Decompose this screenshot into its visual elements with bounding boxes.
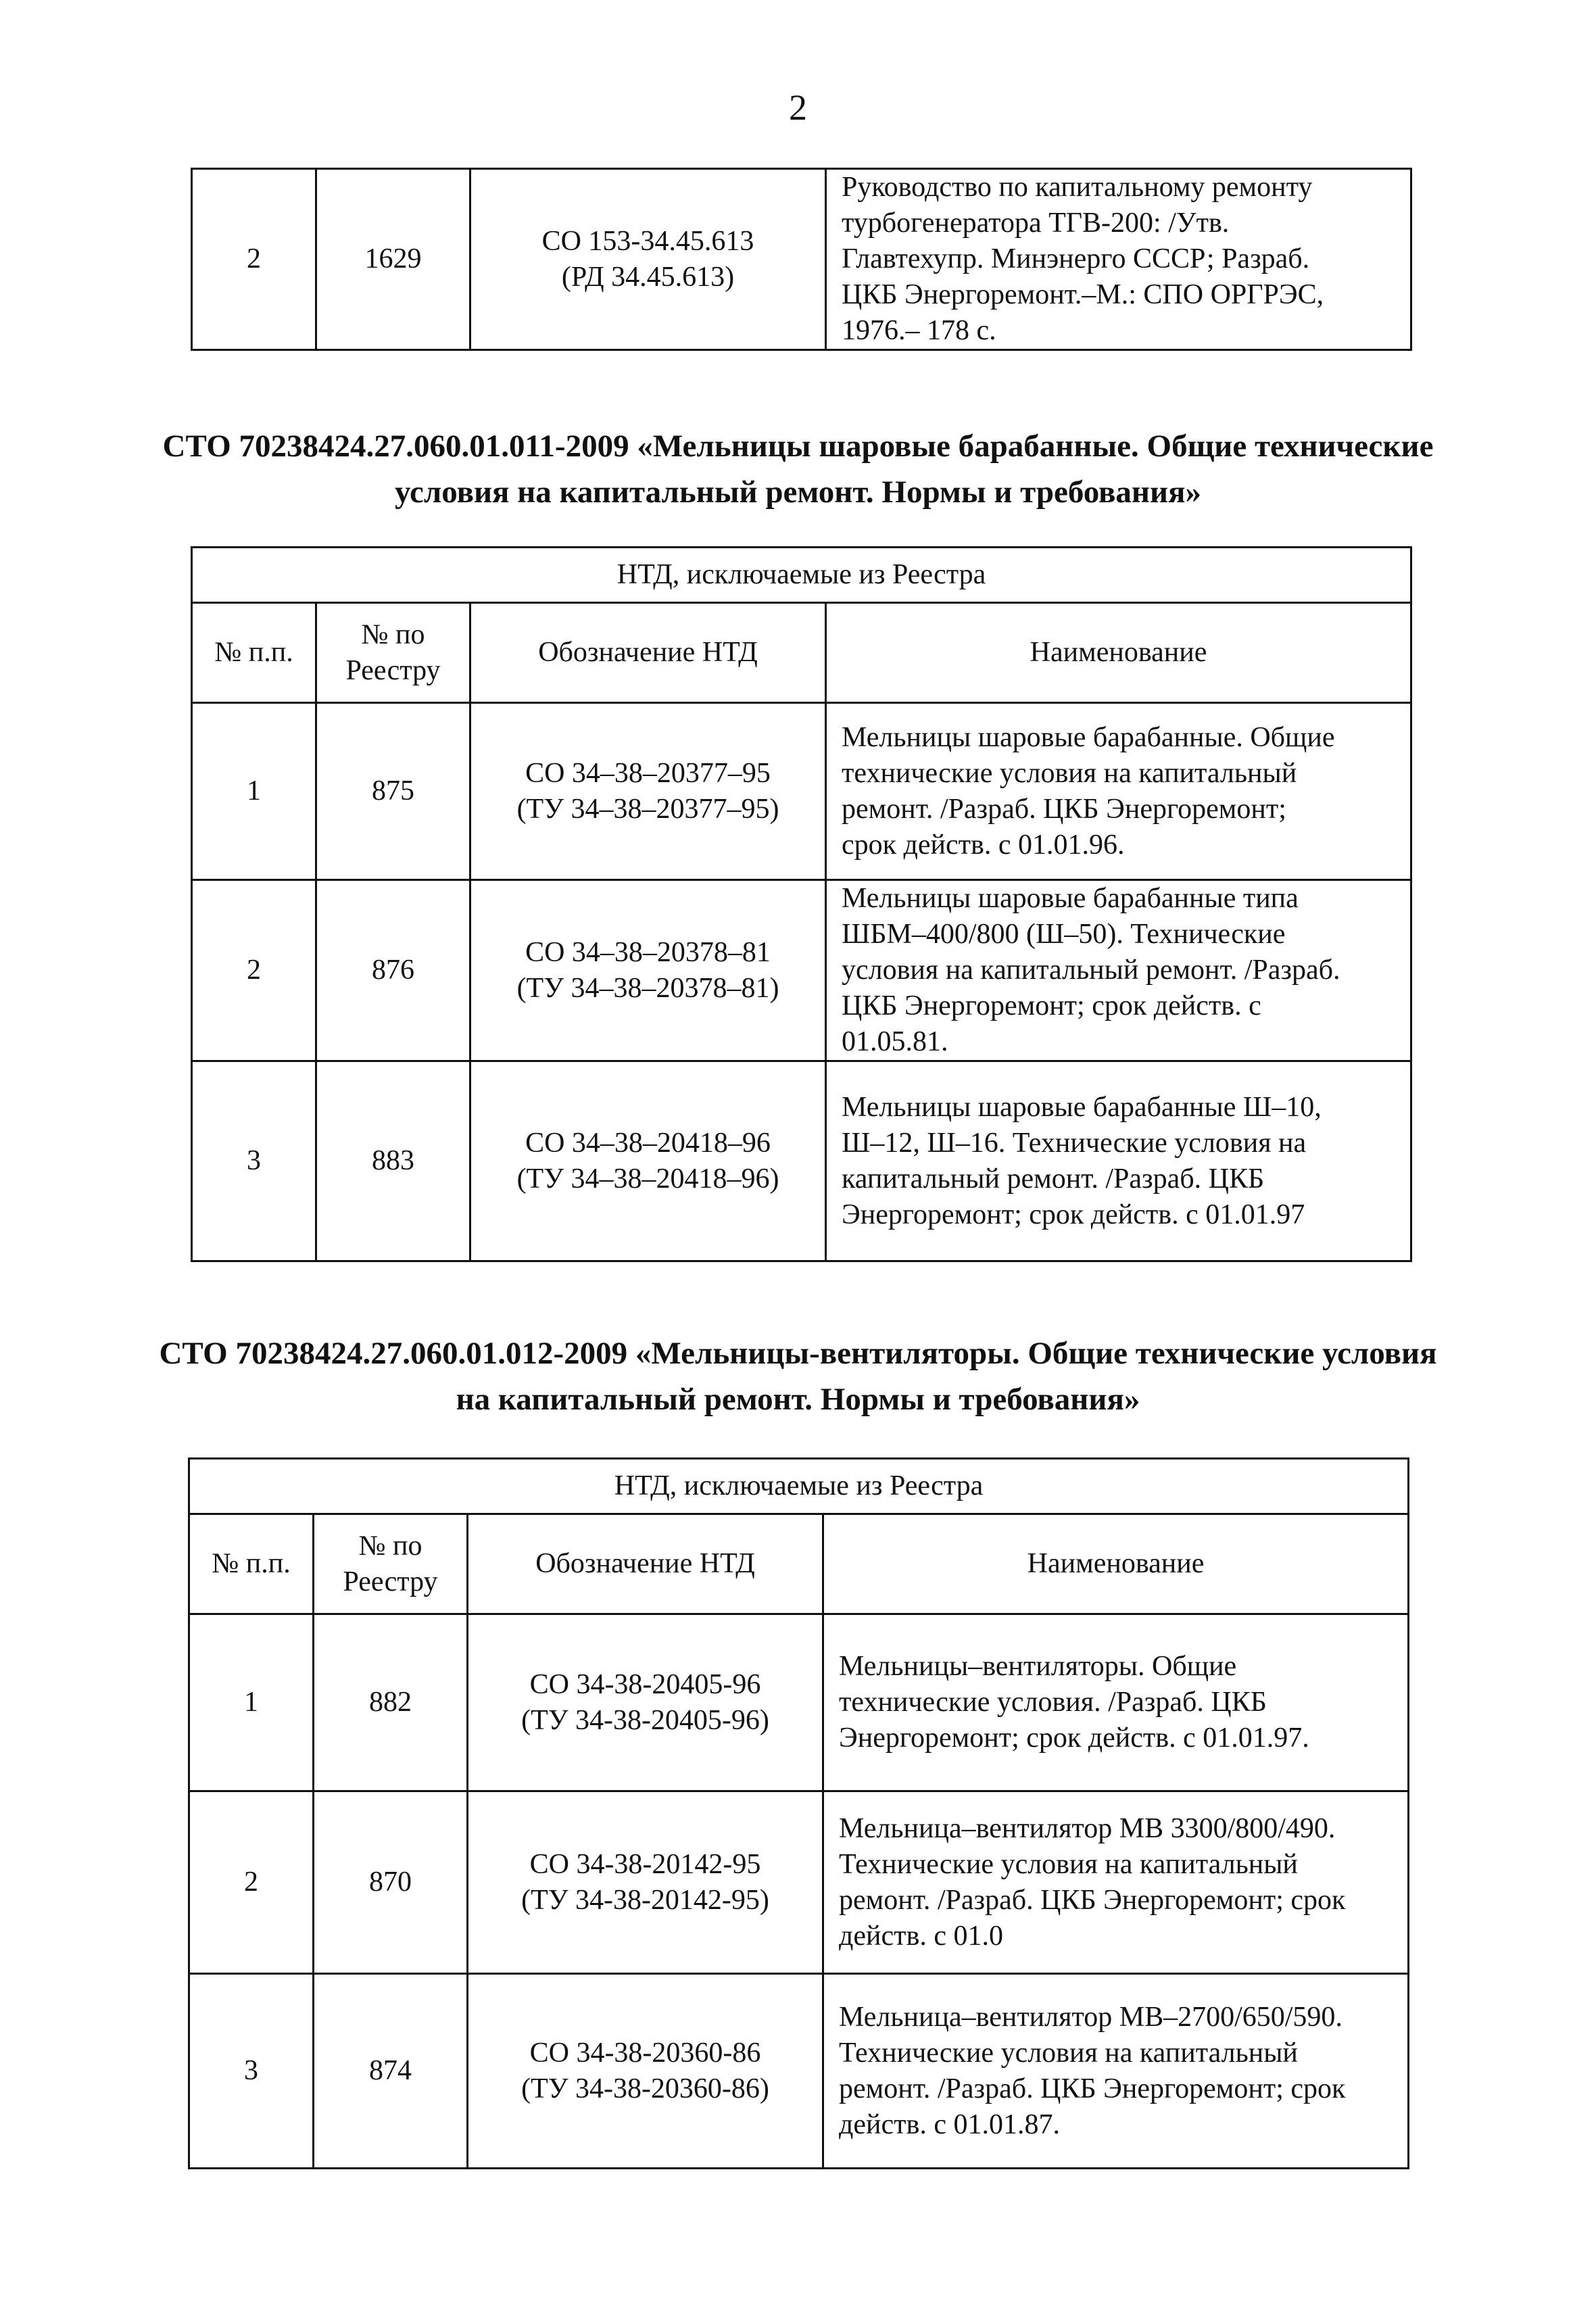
page-number: 2 xyxy=(789,87,807,128)
ntd-name: Мельница–вентилятор МВ 3300/800/490. Технические условия на капитальный ремонт. /Разраб. ЦКБ Энергоремонт; срок действ. с 01.0 xyxy=(823,1791,1409,1974)
row-number: 3 xyxy=(189,1974,314,2169)
row-number: 2 xyxy=(192,880,316,1061)
ntd-code: СО 153-34.45.613 (РД 34.45.613) xyxy=(470,169,826,350)
row-number: 1 xyxy=(192,703,316,880)
table-header-row xyxy=(192,603,1411,703)
table-row xyxy=(192,169,1411,350)
ntd-name: Мельницы шаровые барабанные. Общие технические условия на капитальный ремонт. /Разраб. ЦКБ Энергоремонт; срок действ. с 01.01.96. xyxy=(826,703,1411,880)
registry-number: 870 xyxy=(314,1791,468,1974)
table-row xyxy=(189,1614,1409,1791)
header-registry: № по Реестру xyxy=(316,603,470,703)
registry-number: 876 xyxy=(316,880,470,1061)
ntd-code: СО 34-38-20360-86 (ТУ 34-38-20360-86) xyxy=(468,1974,823,2169)
section-title: СТО 70238424.27.060.01.012-2009 «Мельницы-вентиляторы. Общие технические условия на капитальный ремонт. Нормы и требования» xyxy=(159,1336,1437,1417)
ntd-name: Мельницы шаровые барабанные Ш–10, Ш–12, Ш–16. Технические условия на капитальный ремонт. /Разраб. ЦКБ Энергоремонт; срок действ. с 01.01.97 xyxy=(826,1061,1411,1261)
registry-number: 874 xyxy=(314,1974,468,2169)
row-number: 2 xyxy=(192,169,316,350)
ntd-name: Мельница–вентилятор МВ–2700/650/590. Технические условия на капитальный ремонт. /Разраб. ЦКБ Энергоремонт; срок действ. с 01.01.87. xyxy=(823,1974,1409,2169)
row-number: 3 xyxy=(192,1061,316,1261)
header-name: Наименование xyxy=(823,1514,1409,1614)
registry-number: 882 xyxy=(314,1614,468,1791)
row-number: 1 xyxy=(189,1614,314,1791)
section-title: СТО 70238424.27.060.01.011-2009 «Мельницы шаровые барабанные. Общие технические условия на капитальный ремонт. Нормы и требования» xyxy=(162,429,1434,510)
header-num: № п.п. xyxy=(189,1514,314,1614)
header-code: Обозначение НТД xyxy=(470,603,826,703)
ntd-table xyxy=(188,1457,1409,2169)
registry-number: 1629 xyxy=(316,169,470,350)
ntd-code: СО 34–38–20377–95 (ТУ 34–38–20377–95) xyxy=(470,703,826,880)
ntd-name: Мельницы–вентиляторы. Общие технические условия. /Разраб. ЦКБ Энергоремонт; срок действ. с 01.01.97. xyxy=(823,1614,1409,1791)
registry-number: 875 xyxy=(316,703,470,880)
ntd-name: Руководство по капитальному ремонту турбогенератора ТГВ-200: /Утв. Главтехупр. Минэнерго СССР; Разраб. ЦКБ Энергоремонт.–М.: СПО ОРГРЭС, 1976.– 178 с. xyxy=(826,169,1411,350)
header-code: Обозначение НТД xyxy=(468,1514,823,1614)
table-row xyxy=(192,703,1411,880)
ntd-code: СО 34–38–20418–96 (ТУ 34–38–20418–96) xyxy=(470,1061,826,1261)
table-row xyxy=(189,1974,1409,2169)
ntd-code: СО 34-38-20142-95 (ТУ 34-38-20142-95) xyxy=(468,1791,823,1974)
header-name: Наименование xyxy=(826,603,1411,703)
continuation-table xyxy=(191,168,1412,351)
table-header-row xyxy=(189,1514,1409,1614)
header-registry: № по Реестру xyxy=(314,1514,468,1614)
row-number: 2 xyxy=(189,1791,314,1974)
table-caption-row xyxy=(192,548,1411,603)
ntd-code: СО 34-38-20405-96 (ТУ 34-38-20405-96) xyxy=(468,1614,823,1791)
header-num: № п.п. xyxy=(192,603,316,703)
table-row xyxy=(192,1061,1411,1261)
ntd-code: СО 34–38–20378–81 (ТУ 34–38–20378–81) xyxy=(470,880,826,1061)
table-caption: НТД, исключаемые из Реестра xyxy=(192,548,1411,603)
registry-number: 883 xyxy=(316,1061,470,1261)
ntd-table xyxy=(191,546,1412,1262)
table-caption: НТД, исключаемые из Реестра xyxy=(189,1459,1409,1514)
table-row xyxy=(189,1791,1409,1974)
ntd-name: Мельницы шаровые барабанные типа ШБМ–400/800 (Ш–50). Технические условия на капитальный ремонт. /Разраб. ЦКБ Энергоремонт; срок действ. с 01.05.81. xyxy=(826,880,1411,1061)
table-row xyxy=(192,880,1411,1061)
table-caption-row xyxy=(189,1459,1409,1514)
